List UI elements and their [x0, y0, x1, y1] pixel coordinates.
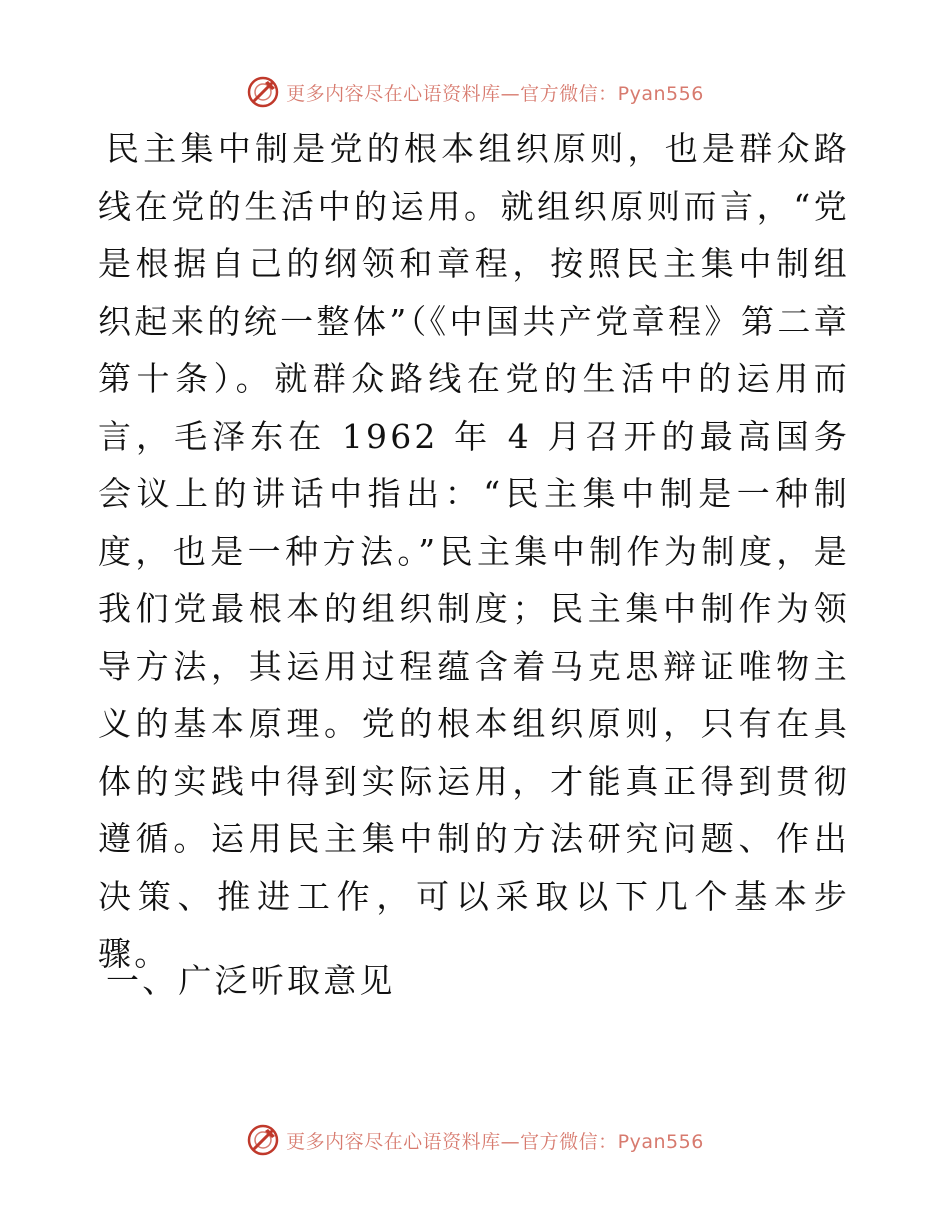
header-watermark [0, 72, 950, 112]
footer-watermark [0, 1120, 950, 1160]
logo-icon [246, 75, 280, 109]
watermark-text: 更多内容尽在心语资料库—官方微信：Pyan556 [286, 1130, 704, 1153]
document-body [98, 120, 850, 983]
body-paragraph: 民主集中制是党的根本组织原则，也是群众路线在党的生活中的运用。就组织原则而言，“党是根据自己的纲领和章程，按照民主集中制组织起来的统一整体”（《中国共产党章程》第二章第十条）。就群众路线在党的生活中的运用而言，毛泽东在 1962 年 4 月召开的最高国务会议上的讲话中指出：“民主集中制是一种制度，也是一种方法。”民主集中制作为制度，是我们党最根本的组织制度；民主集中制作为领导方法，其运用过程蕴含着马克思辩证唯物主义的基本原理。党的根本组织原则，只有在具体的实践中得到实际运用，才能真正得到贯彻遵循。运用民主集中制的方法研究问题、作出决策、推进工作，可以采取以下几个基本步骤。 [98, 129, 850, 973]
logo-icon [246, 1123, 280, 1157]
section-heading: 一、广泛听取意见 [106, 961, 396, 1000]
watermark-text: 更多内容尽在心语资料库—官方微信：Pyan556 [286, 82, 704, 105]
